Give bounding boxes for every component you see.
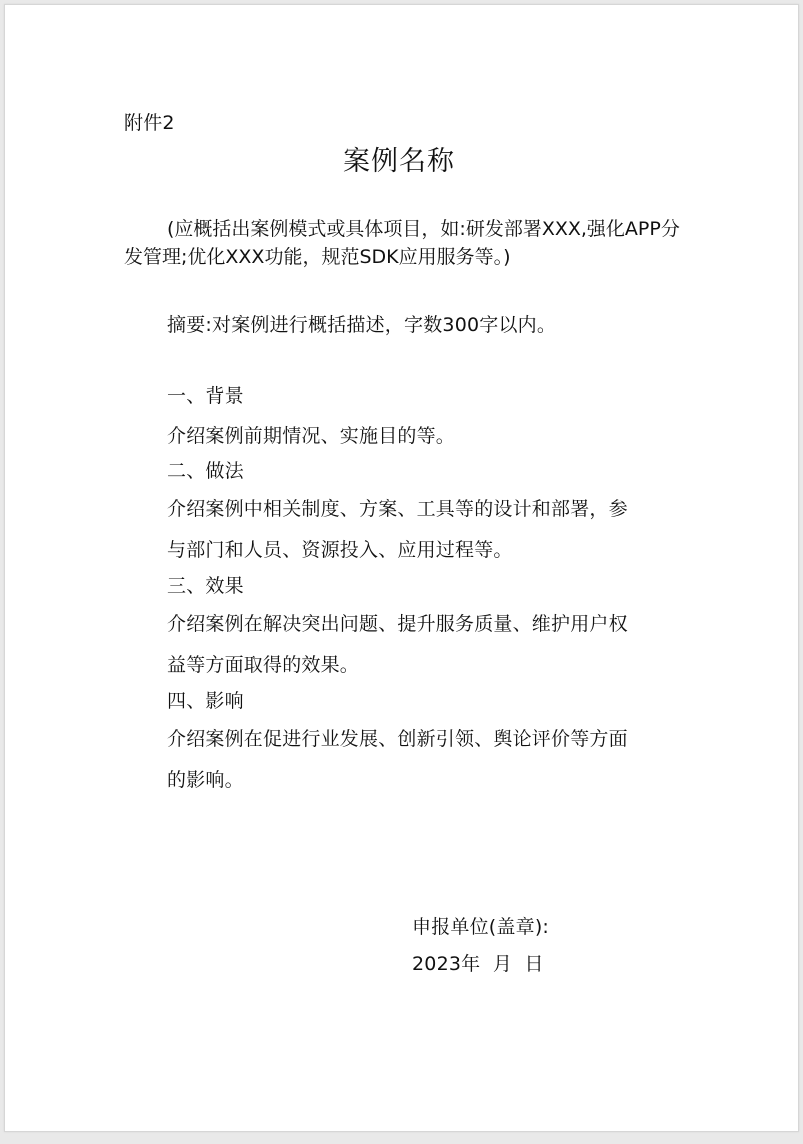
section-body-line: 介绍案例中相关制度、方案、工具等的设计和部署，参: [167, 498, 628, 520]
section-body-line: 介绍案例在解决突出问题、提升服务质量、维护用户权: [167, 613, 628, 635]
section-heading-approach: 二、做法: [167, 460, 244, 482]
section-body-line: 介绍案例前期情况、实施目的等。: [167, 425, 456, 447]
attachment-label: 附件2: [124, 112, 175, 134]
section-heading-effect: 三、效果: [167, 575, 244, 597]
intro-paragraph: (应概括出案例模式或具体项目，如:研发部署XXX,强化APP分发管理;优化XXX功能，规范SDK应用服务等。): [124, 218, 680, 268]
signature-unit-label: 申报单位(盖章):: [412, 916, 550, 938]
section-body-line: 介绍案例在促进行业发展、创新引领、舆论评价等方面: [167, 728, 628, 750]
document-title: 案例名称: [343, 146, 455, 177]
section-heading-background: 一、背景: [167, 385, 244, 407]
abstract-paragraph: 摘要:对案例进行概括描述，字数300字以内。: [167, 314, 557, 336]
document-page: [4, 4, 799, 1132]
section-body-line: 与部门和人员、资源投入、应用过程等。: [167, 539, 513, 561]
signature-date: 2023年 月 日: [412, 953, 544, 975]
section-body-line: 的影响。: [167, 769, 244, 791]
section-heading-impact: 四、影响: [167, 690, 244, 712]
section-body-line: 益等方面取得的效果。: [167, 654, 360, 676]
